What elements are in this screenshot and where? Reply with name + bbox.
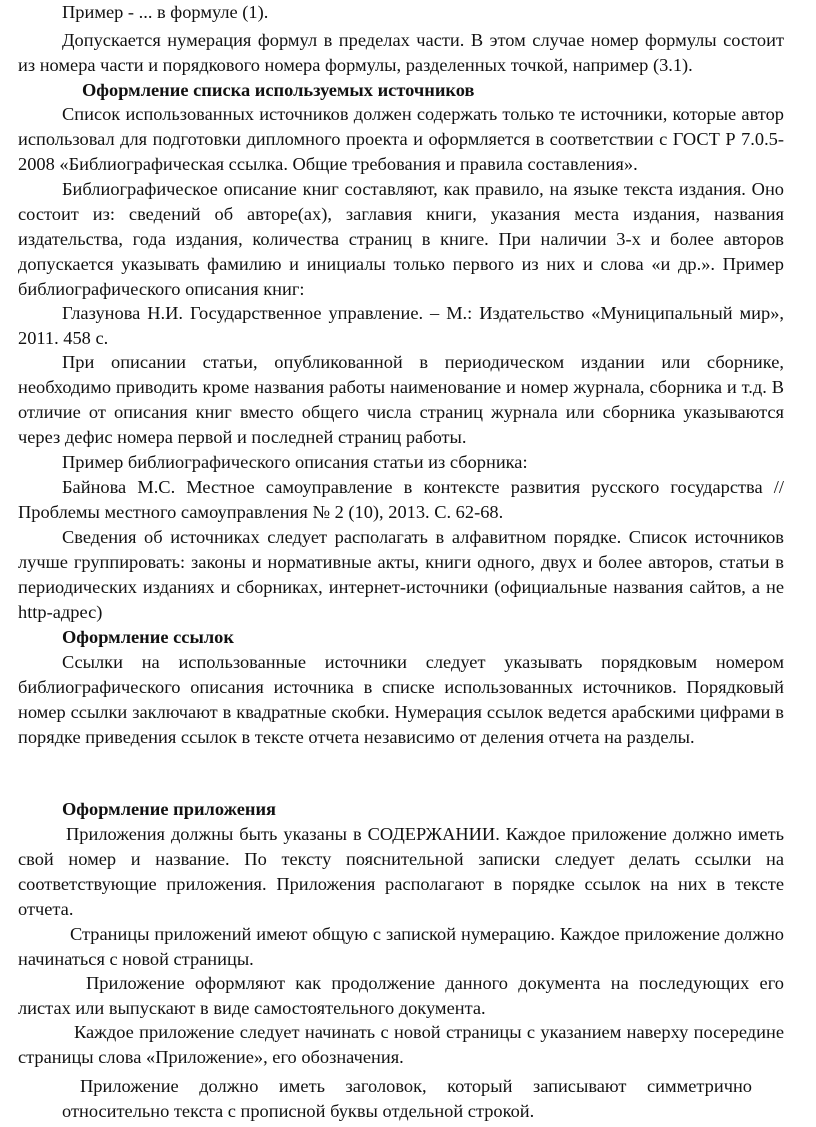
paragraph-appendix-contents: Приложения должны быть указаны в СОДЕРЖАНИИ. Каждое приложение должно иметь свой номер и название. По тексту пояснительной записки следует делать ссылки на соответствующие приложения. Приложения располагают в порядке ссылок на них в тексте отчета. xyxy=(18,824,784,919)
paragraph-article-example: Байнова М.С. Местное самоуправление в контексте развития русского государства // Проблемы местного самоуправления № 2 (10), 2013. С. 62-68. xyxy=(18,477,784,522)
heading-references: Оформление ссылок xyxy=(62,627,234,647)
paragraph-appendix-title: Приложение должно иметь заголовок, который записывают симметрично относительно текста с прописной буквы отдельной строкой. xyxy=(62,1076,752,1121)
paragraph-appendix-pages: Страницы приложений имеют общую с запиской нумерацию. Каждое приложение должно начинаться с новой страницы. xyxy=(18,924,784,969)
paragraph-appendix-format: Приложение оформляют как продолжение данного документа на последующих его листах или выпускают в виде самостоятельного документа. xyxy=(18,973,784,1018)
paragraph-formula-numbering: Допускается нумерация формул в пределах части. В этом случае номер формулы состоит из номера части и порядкового номера формулы, разделенных точкой, например (3.1). xyxy=(18,30,784,75)
heading-appendix: Оформление приложения xyxy=(62,799,277,819)
paragraph-book-description: Библиографическое описание книг составляют, как правило, на языке текста издания. Оно состоит из: сведений об авторе(ах), заглавия книги, указания места издания, названия издательства, года издания, количества страниц в книге. При наличии 3-х и более авторов допускается указывать фамилию и инициалы только первого из них и слова «и др.». Пример библиографического описания книг: xyxy=(18,179,784,299)
paragraph-sources-order: Сведения об источниках следует располагать в алфавитном порядке. Список источников лучше группировать: законы и нормативные акты, книги одного, двух и более авторов, статьи в периодических изданиях и сборниках, интернет-источники (официальные названия сайтов, а не http-адрес) xyxy=(18,527,784,622)
paragraph-book-example: Глазунова Н.И. Государственное управление. – М.: Издательство «Муниципальный мир», 2011. 458 с. xyxy=(18,303,784,348)
paragraph-sources-list: Список использованных источников должен содержать только те источники, которые автор использовал для подготовки дипломного проекта и оформляется в соответствии с ГОСТ Р 7.0.5-2008 «Библиографическая ссылка. Общие требования и правила составления». xyxy=(18,104,784,174)
paragraph-article-example-intro: Пример библиографического описания статьи из сборника: xyxy=(62,452,528,472)
heading-sources-list: Оформление списка используемых источников xyxy=(82,80,475,100)
paragraph-article-description: При описании статьи, опубликованной в периодическом издании или сборнике, необходимо приводить кроме названия работы наименование и номер журнала, сборника и т.д. В отличие от описания книг вместо общего числа страниц журнала или сборника указываются через дефис номера первой и последней страниц работы. xyxy=(18,352,784,447)
paragraph-appendix-start: Каждое приложение следует начинать с новой страницы с указанием наверху посередине страницы слова «Приложение», его обозначения. xyxy=(18,1022,784,1067)
paragraph-references: Ссылки на использованные источники следует указывать порядковым номером библиографического описания источника в списке использованных источников. Порядковый номер ссылки заключают в квадратные скобки. Нумерация ссылок ведется арабскими цифрами в порядке приведения ссылок в тексте отчета независимо от деления отчета на разделы. xyxy=(18,652,784,747)
paragraph-formula-example: Пример - ... в формуле (1). xyxy=(62,2,269,22)
